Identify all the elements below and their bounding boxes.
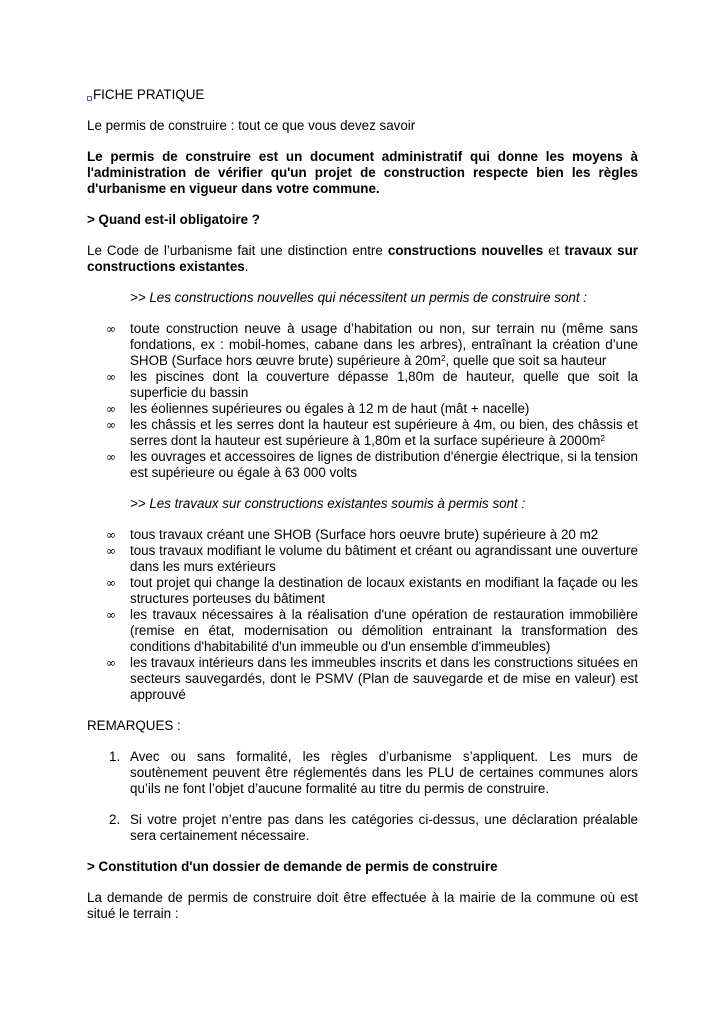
remarks-heading: REMARQUES : (87, 718, 181, 733)
list-item-text: Si votre projet n’entre pas dans les catégories ci-dessus, une déclaration préalable sera certainement nécessaire. (130, 812, 638, 843)
distinction-text-b: et (543, 243, 565, 258)
distinction-text-c: . (244, 259, 249, 274)
intro-paragraph (87, 149, 638, 197)
list-item-text: tout projet qui change la destination de locaux existants en modifiant la façade ou les structures porteuses du bâtiment (130, 575, 638, 606)
infinity-bullet-icon: ∞ (106, 370, 116, 384)
infinity-bullet-icon: ∞ (106, 322, 116, 336)
document-subtitle: Le permis de construire : tout ce que vous devez savoir (87, 118, 416, 133)
list-item-text: tous travaux modifiant le volume du bâtiment et créant ou agrandissant une ouverture dans les murs extérieurs (130, 543, 638, 574)
list-item (87, 575, 638, 607)
list-item (87, 749, 638, 797)
remarks-list (87, 749, 638, 844)
list-item (87, 655, 638, 703)
infinity-bullet-icon: ∞ (106, 656, 116, 670)
existing-works-list (87, 527, 638, 703)
infinity-bullet-icon: ∞ (106, 450, 116, 464)
list-item (87, 812, 638, 844)
list-number: 2. (109, 812, 121, 827)
subheading-new-constructions (87, 290, 638, 306)
section-heading-obligatoire (87, 212, 638, 228)
list-item-text: les travaux intérieurs dans les immeubles inscrits et dans les constructions situées en secteurs sauvegardés, dont le PSMV (Plan de sauvegarde et de mise en valeur) est approuvé (130, 655, 638, 702)
list-item (87, 607, 638, 655)
list-item-text: les piscines dont la couverture dépasse 1,80m de hauteur, quelle que soit la superficie du bassin (130, 369, 638, 400)
distinction-paragraph (87, 243, 638, 275)
distinction-bold-a: constructions nouvelles (387, 243, 544, 258)
list-item-text: toute construction neuve à usage d’habitation ou non, sur terrain nu (même sans fondations, ex : mobil-homes, cabane dans les arbres), entraînant la création d’une SHOB (Surface hors œuvre brute) supérieure à 20m (130, 321, 638, 368)
list-item (87, 543, 638, 575)
list-item (87, 417, 638, 449)
page-title (87, 87, 638, 103)
section-heading-text: > Quand est-il obligatoire ? (87, 212, 260, 227)
list-item-text-after: , quelle que soit sa hauteur (445, 353, 607, 368)
constitution-paragraph: La demande de permis de construire doit être effectuée à la mairie de la commune où est situé le terrain : (87, 890, 638, 921)
list-item (87, 321, 638, 369)
list-item (87, 527, 638, 543)
superscript: 2 (600, 434, 605, 443)
section-heading-constitution (87, 859, 638, 875)
infinity-bullet-icon: ∞ (106, 608, 116, 622)
infinity-bullet-icon: ∞ (106, 528, 116, 542)
list-item-text: les châssis et les serres dont la hauteur est supérieure à 4m, ou bien, des châssis et serres dont la hauteur est supérieure à 1,80m et la surface supérieure à 2000m (130, 417, 638, 448)
distinction-bold-b: travaux sur constructions existantes (87, 243, 639, 274)
page-title-text: FICHE PRATIQUE (93, 87, 205, 102)
list-item (87, 369, 638, 401)
list-item-text: Avec ou sans formalité, les règles d’urbanisme s’appliquent. Les murs de soutènement peuvent être réglementés dans les PLU de certaines communes alors qu’ils ne font l’objet d’aucune formalité au titre du permis de construire. (130, 749, 638, 796)
new-constructions-list (87, 321, 638, 481)
subheading-new-constructions-text: >> Les constructions nouvelles qui nécessitent un permis de construire sont : (130, 290, 588, 305)
infinity-bullet-icon: ∞ (106, 544, 116, 558)
list-item (87, 401, 638, 417)
subheading-existing-works (87, 496, 638, 512)
superscript: 2 (441, 354, 446, 363)
list-item-text: les travaux nécessaires à la réalisation d'une opération de restauration immobilière (remise en état, modernisation ou démolition entrainant la transformation des conditions d'habitabilité d'un immeuble ou d'un ensemble d'immeubles) (130, 607, 638, 654)
intro-text: Le permis de construire est un document administratif qui donne les moyens à l'administration de vérifier qu'un projet de construction respecte bien les règles d'urbanisme en vigueur dans votre commune. (87, 149, 638, 196)
list-item-text: les ouvrages et accessoires de lignes de distribution d'énergie électrique, si la tension est supérieure ou égale à 63 000 volts (130, 449, 638, 480)
list-item (87, 449, 638, 481)
document-body (87, 87, 638, 922)
anchor-mark-icon (87, 96, 92, 101)
list-item-text: tous travaux créant une SHOB (Surface hors oeuvre brute) supérieure à 20 m2 (130, 527, 599, 542)
list-number: 1. (109, 749, 121, 764)
list-item-text: les éoliennes supérieures ou égales à 12 m de haut (mât + nacelle) (130, 401, 530, 416)
section-heading-text: > Constitution d'un dossier de demande de permis de construire (87, 859, 498, 874)
subheading-existing-works-text: >> Les travaux sur constructions existantes soumis à permis sont : (130, 496, 526, 511)
infinity-bullet-icon: ∞ (106, 402, 116, 416)
distinction-text-a: Le Code de l’urbanisme fait une distinction entre (87, 243, 388, 258)
infinity-bullet-icon: ∞ (106, 576, 116, 590)
infinity-bullet-icon: ∞ (106, 418, 116, 432)
